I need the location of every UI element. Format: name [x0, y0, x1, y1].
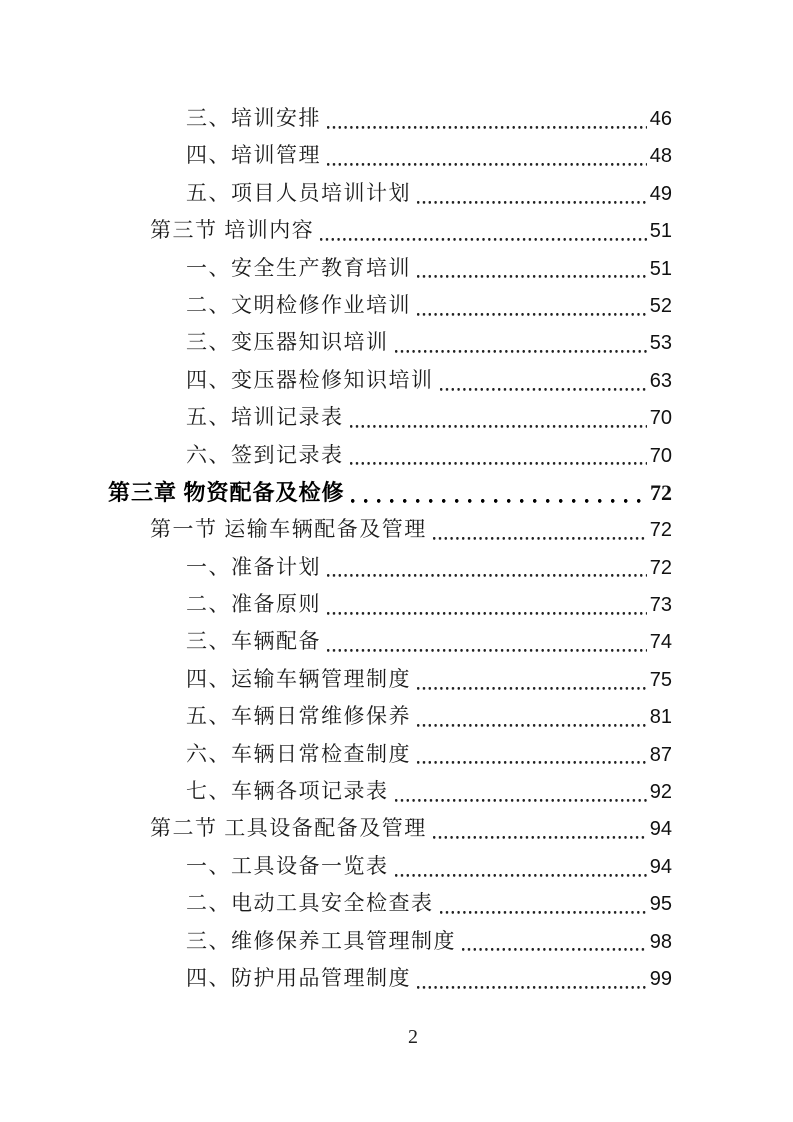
toc-entry-title[interactable]: 四、变压器检修知识培训: [186, 367, 434, 392]
toc-page-number[interactable]: 87: [649, 743, 672, 766]
toc-dot-leader: [433, 511, 647, 548]
footer-page-number: 2: [408, 1026, 418, 1048]
toc-entry-title[interactable]: 一、安全生产教育培训: [186, 255, 411, 280]
toc-entry-title[interactable]: 六、签到记录表: [186, 442, 344, 467]
toc-entry-title[interactable]: 五、项目人员培训计划: [186, 180, 411, 205]
toc-entry-title[interactable]: 第一节 运输车辆配备及管理: [150, 517, 427, 542]
toc-dot-leader: [395, 324, 647, 361]
toc-entry[interactable]: [108, 250, 672, 287]
toc-entry[interactable]: [108, 736, 672, 773]
toc-dot-leader: [395, 848, 647, 885]
toc-page-number[interactable]: 72: [649, 519, 672, 542]
toc-dot-leader: [327, 549, 647, 586]
toc-dot-leader: [417, 661, 647, 698]
toc-entry[interactable]: [108, 848, 672, 885]
toc-page-number[interactable]: 63: [649, 369, 672, 392]
toc-page-number[interactable]: 70: [649, 444, 672, 467]
toc-dot-leader: [350, 399, 647, 436]
toc-dot-leader: [440, 362, 647, 399]
toc-entry[interactable]: [108, 474, 672, 511]
toc-entry-title[interactable]: 二、准备原则: [186, 592, 321, 617]
toc-entry[interactable]: [108, 362, 672, 399]
toc-dot-leader: [440, 885, 647, 922]
toc-entry[interactable]: [108, 549, 672, 586]
toc-page-number[interactable]: 98: [649, 930, 672, 953]
toc-entry[interactable]: [108, 511, 672, 548]
toc-entry-title[interactable]: 一、准备计划: [186, 554, 321, 579]
toc-entry[interactable]: [108, 437, 672, 474]
toc-dot-leader: [327, 137, 647, 174]
toc-dot-leader: [327, 100, 647, 137]
toc-dot-leader: [350, 437, 647, 474]
toc-entry-title[interactable]: 五、培训记录表: [186, 405, 344, 430]
toc-page-number[interactable]: 94: [649, 818, 672, 841]
toc-page-number[interactable]: 95: [649, 893, 672, 916]
toc-page-number[interactable]: 94: [649, 855, 672, 878]
toc-entry-title[interactable]: 四、培训管理: [186, 143, 321, 168]
toc-entry[interactable]: [108, 960, 672, 997]
toc-entry-title[interactable]: 三、变压器知识培训: [186, 330, 389, 355]
toc-entry[interactable]: [108, 175, 672, 212]
toc-page-number[interactable]: 81: [649, 706, 672, 729]
toc-dot-leader: [417, 287, 647, 324]
toc-dot-leader: [327, 586, 647, 623]
toc-page-number[interactable]: 51: [649, 220, 672, 243]
toc-page-number[interactable]: 46: [649, 108, 672, 130]
toc-dot-leader: [351, 474, 647, 511]
toc-entry-title[interactable]: 第三节 培训内容: [150, 218, 315, 243]
toc-dot-leader: [417, 250, 647, 287]
toc-page-number[interactable]: 72: [650, 479, 672, 505]
toc-entry[interactable]: [108, 399, 672, 436]
toc-entry-title[interactable]: 三、维修保养工具管理制度: [186, 928, 456, 953]
toc-entry-title[interactable]: 第二节 工具设备配备及管理: [150, 816, 427, 841]
toc-entry[interactable]: [108, 137, 672, 174]
toc-dot-leader: [417, 960, 647, 997]
toc-entry-title[interactable]: 六、车辆日常检查制度: [186, 741, 411, 766]
toc-entry[interactable]: [108, 698, 672, 735]
toc-dot-leader: [417, 175, 647, 212]
toc-dot-leader: [433, 810, 647, 847]
toc-entry-title[interactable]: 三、培训安排: [186, 106, 321, 130]
toc-entry[interactable]: [108, 885, 672, 922]
toc-dot-leader: [417, 736, 647, 773]
toc-entry-title[interactable]: 二、文明检修作业培训: [186, 292, 411, 317]
toc-entry[interactable]: [108, 810, 672, 847]
toc-page-number[interactable]: 49: [649, 182, 672, 205]
toc-page-number[interactable]: 51: [649, 257, 672, 280]
toc-page-number[interactable]: 74: [649, 631, 672, 654]
toc-entry[interactable]: [108, 212, 672, 249]
toc-entry[interactable]: [108, 661, 672, 698]
toc-dot-leader: [417, 698, 647, 735]
toc-entry-title[interactable]: 四、运输车辆管理制度: [186, 666, 411, 691]
toc-dot-leader: [327, 623, 647, 660]
toc-entry[interactable]: [108, 324, 672, 361]
table-of-contents: [108, 100, 672, 997]
toc-page-number[interactable]: 73: [649, 594, 672, 617]
toc-entry-title[interactable]: 七、车辆各项记录表: [186, 779, 389, 804]
toc-dot-leader: [320, 212, 647, 249]
toc-entry[interactable]: [108, 623, 672, 660]
toc-page-number[interactable]: 53: [649, 332, 672, 355]
toc-page-number[interactable]: 72: [649, 556, 672, 579]
toc-entry-title[interactable]: 四、防护用品管理制度: [186, 965, 411, 990]
toc-entry[interactable]: [108, 586, 672, 623]
toc-entry-title[interactable]: 第三章 物资配备及检修: [108, 479, 345, 505]
toc-entry-title[interactable]: 三、车辆配备: [186, 629, 321, 654]
toc-dot-leader: [395, 773, 647, 810]
toc-page-number[interactable]: 52: [649, 294, 672, 317]
toc-entry[interactable]: [108, 773, 672, 810]
toc-entry[interactable]: [108, 923, 672, 960]
toc-entry-title[interactable]: 一、工具设备一览表: [186, 853, 389, 878]
toc-page-number[interactable]: 99: [649, 967, 672, 990]
toc-dot-leader: [462, 923, 647, 960]
toc-entry-title[interactable]: 二、电动工具安全检查表: [186, 891, 434, 916]
toc-page-number[interactable]: 92: [649, 781, 672, 804]
toc-page-number[interactable]: 75: [649, 668, 672, 691]
toc-page-number[interactable]: 48: [649, 145, 672, 168]
toc-page-number[interactable]: 70: [649, 407, 672, 430]
toc-entry[interactable]: [108, 287, 672, 324]
toc-entry[interactable]: [108, 100, 672, 137]
toc-entry-title[interactable]: 五、车辆日常维修保养: [186, 704, 411, 729]
